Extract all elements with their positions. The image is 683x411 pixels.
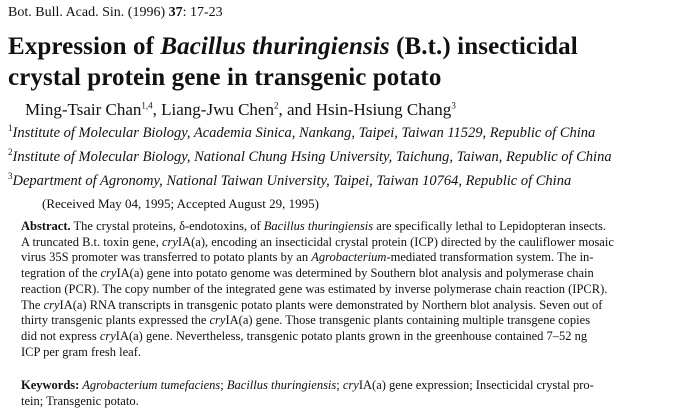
abstract-line: virus 35S promoter was transferred to potato plants by an Agrobacterium-mediated transformation system. The in- [21, 250, 594, 265]
keywords-heading: Keywords: [21, 378, 80, 392]
abstract-line: reaction (PCR). The copy number of the integrated gene was estimated by inverse polymerase chain reaction (IPCR). [21, 281, 608, 296]
author-list: Ming-Tsair Chan$^{1,4}$, Liang-Jwu Chen$^2$, and Hsin-Hsiung Chang$^3$ [25, 100, 456, 119]
journal-volume: 37 [168, 5, 183, 20]
keywords-line: Keywords: Agrobacterium tumefaciens; Bacillus thuringiensis; cryIA(a) gene expression; Insecticidal crystal pro- [21, 378, 594, 392]
abstract-line: thirty transgenic plants expressed the cryIA(a) gene. Those transgenic plants containing multiple transgene copies [21, 313, 591, 328]
affiliation: $^3$Department of Agronomy, National Taiwan University, Taipei, Taiwan 10764, Republic of China [8, 171, 572, 189]
paper-title-line-1: Expression of Bacillus thuringiensis (B.t.) insecticidal [8, 33, 578, 60]
abstract-heading: Abstract. [21, 219, 71, 233]
title-species-name: Bacillus thuringiensis [160, 33, 390, 60]
journal-citation [8, 5, 223, 21]
journal-pages: : 17-23 [182, 5, 223, 20]
paper-title-line-2: crystal protein gene in transgenic potato [8, 64, 442, 91]
keywords-line: tein; Transgenic potato. [21, 394, 139, 408]
author-name: Hsin-Hsiung Chang [315, 100, 452, 119]
abstract-line: did not express cryIA(a) gene. Nevertheless, transgenic potato plants grown in the greenhouse contained 7–52 ng [21, 328, 588, 343]
abstract [21, 219, 677, 360]
received-dates: (Received May 04, 1995; Accepted August 29, 1995) [42, 196, 319, 211]
abstract-line: A truncated B.t. toxin gene, cryIA(a), encoding an insecticidal crystal protein (ICP) directed by the cauliflower mosaic [21, 234, 614, 249]
abstract-line: ICP per gram fresh leaf. [21, 344, 141, 359]
journal-name: Bot. Bull. Acad. Sin. (1996) [8, 5, 169, 20]
affiliation: $^1$Institute of Molecular Biology, Academia Sinica, Nankang, Taipei, Taiwan 11529, Republic of China [8, 123, 596, 141]
abstract-line: The cryIA(a) RNA transcripts in transgenic potato plants were demonstrated by Northern blot analysis. Seven out of [21, 297, 603, 312]
abstract-line: Abstract. The crystal proteins, δ-endotoxins, of Bacillus thuringiensis are specifically lethal to Lepidopteran insects. [21, 219, 607, 233]
abstract-line: tegration of the cryIA(a) gene into potato genome was determined by Southern blot analysis and polymerase chain [21, 266, 594, 281]
affiliation: $^2$Institute of Molecular Biology, National Chung Hsing University, Taichung, Taiwan, Republic of China [8, 147, 612, 165]
keywords [21, 377, 677, 409]
author-name: Liang-Jwu Chen [161, 100, 274, 119]
author-name: Ming-Tsair Chan [25, 100, 142, 119]
